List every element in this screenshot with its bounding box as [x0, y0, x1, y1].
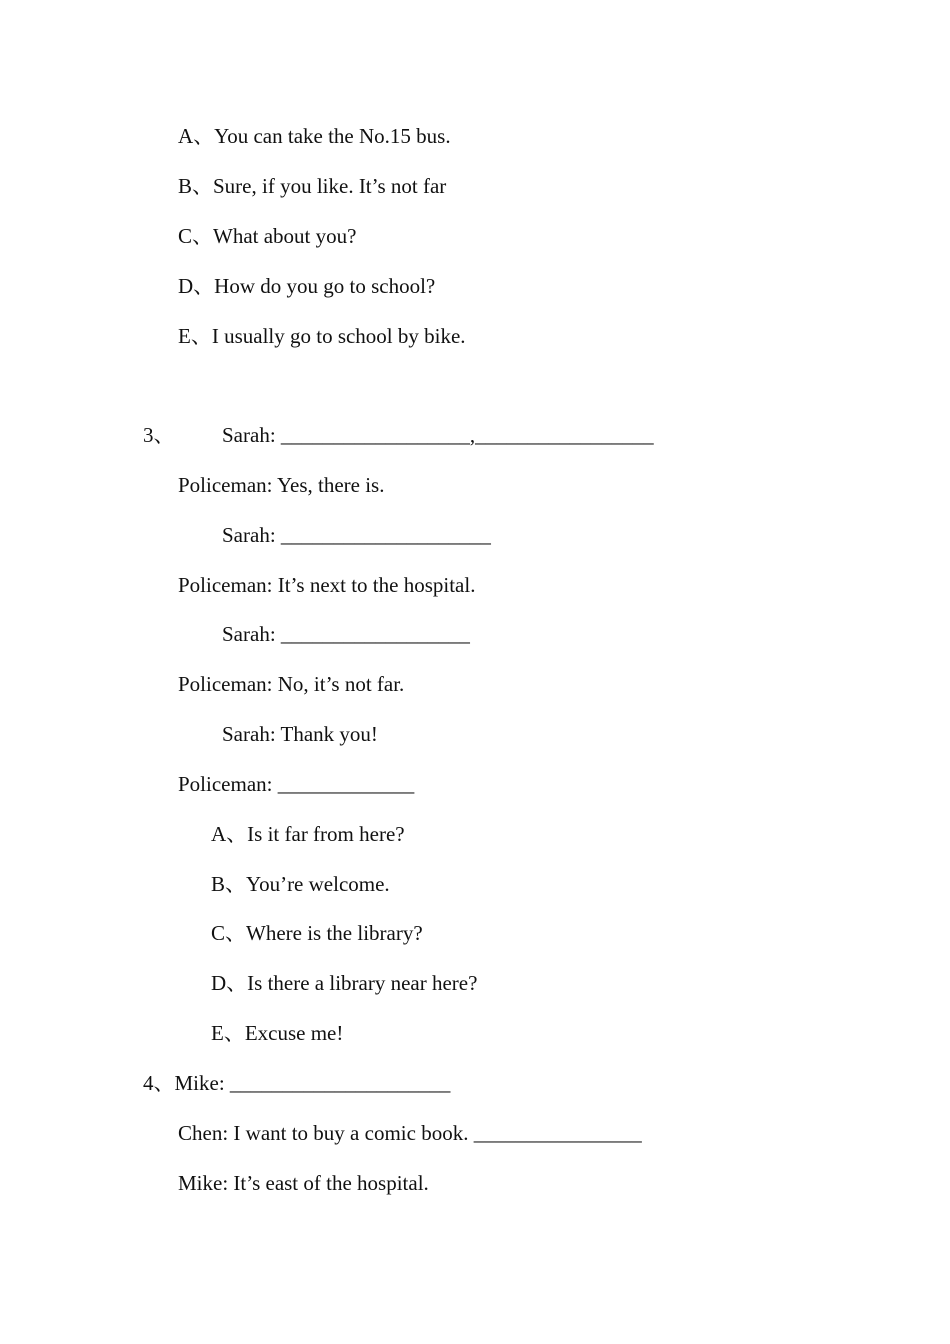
dialogue-line: Sarah: ____________________ — [222, 523, 491, 547]
dialogue-line: Policeman: _____________ — [178, 772, 415, 796]
option-e: E、I usually go to school by bike. — [178, 324, 466, 348]
dialogue-line: Sarah: __________________,_________________ — [222, 423, 654, 447]
dialogue-line: Policeman: No, it’s not far. — [178, 672, 405, 696]
option-c: C、Where is the library? — [211, 921, 423, 945]
option-c: C、What about you? — [178, 224, 357, 248]
option-a: A、Is it far from here? — [211, 822, 405, 846]
question-3-number: 3、 — [143, 423, 175, 447]
dialogue-line: 4、Mike: _____________________ — [143, 1071, 451, 1095]
dialogue-line: Policeman: Yes, there is. — [178, 473, 385, 497]
option-d: D、How do you go to school? — [178, 274, 436, 298]
option-e: E、Excuse me! — [211, 1021, 344, 1045]
dialogue-line: Chen: I want to buy a comic book. ________________ — [178, 1121, 642, 1145]
option-d: D、Is there a library near here? — [211, 971, 478, 995]
dialogue-line: Mike: It’s east of the hospital. — [178, 1171, 429, 1195]
dialogue-line: Sarah: __________________ — [222, 622, 470, 646]
option-a: A、You can take the No.15 bus. — [178, 124, 451, 148]
option-b: B、You’re welcome. — [211, 872, 390, 896]
dialogue-line: Sarah: Thank you! — [222, 722, 378, 746]
option-b: B、Sure, if you like. It’s not far — [178, 174, 447, 198]
dialogue-line: Policeman: It’s next to the hospital. — [178, 573, 476, 597]
